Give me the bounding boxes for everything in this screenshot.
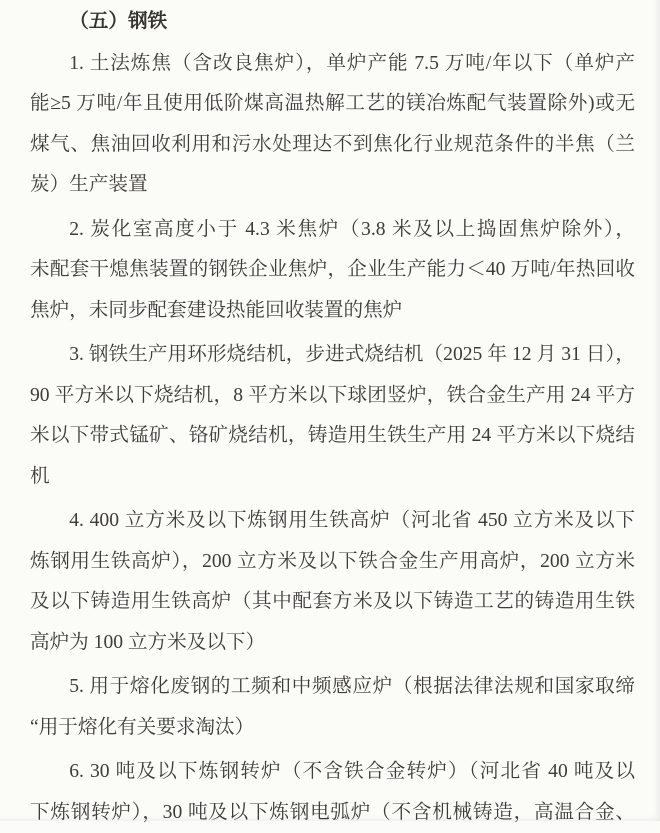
text-line: 及以下铸造用生铁高炉（其中配套方米及以下铸造工艺的铸造用生铁 [30, 582, 635, 623]
text-line: 炭）生产装置 [30, 165, 635, 206]
paragraph-5 [30, 667, 635, 748]
text-line: 下炼钢转炉），30 吨及以下炼钢电弧炉（不含机械铸造，高温合金、 [30, 793, 635, 833]
text-line: 米以下带式锰矿、铬矿烧结机，铸造用生铁生产用 24 平方米以下烧结 [30, 416, 635, 457]
text-line: 焦炉，未同步配套建设热能回收装置的焦炉 [30, 291, 635, 332]
paragraph-1 [30, 44, 635, 206]
paragraph-2 [30, 210, 635, 332]
text-line: 5. 用于熔化废钢的工频和中频感应炉（根据法律法规和国家取缔 [30, 667, 635, 708]
text-line: 4. 400 立方米及以下炼钢用生铁高炉（河北省 450 立方米及以下 [30, 501, 635, 542]
text-line: 炼钢用生铁高炉），200 立方米及以下铁合金生产用高炉，200 立方米 [30, 542, 635, 583]
text-line: 2. 炭化室高度小于 4.3 米焦炉（3.8 米及以上捣固焦炉除外）， [30, 210, 635, 251]
text-line: 1. 土法炼焦（含改良焦炉），单炉产能 7.5 万吨/年以下（单炉产 [30, 44, 635, 85]
paragraph-4 [30, 501, 635, 663]
text-line: 未配套干熄焦装置的钢铁企业焦炉，企业生产能力＜40 万吨/年热回收 [30, 250, 635, 291]
text-line: 3. 钢铁生产用环形烧结机，步进式烧结机（2025 年 12 月 31 日）， [30, 335, 635, 376]
text-line: 煤气、焦油回收利用和污水处理达不到焦化行业规范条件的半焦（兰 [30, 125, 635, 166]
text-line: 90 平方米以下烧结机，8 平方米以下球团竖炉，铁合金生产用 24 平方 [30, 376, 635, 417]
text-line: 能≥5 万吨/年且使用低阶煤高温热解工艺的镁冶炼配气装置除外)或无 [30, 84, 635, 125]
text-line: 机 [30, 457, 635, 498]
text-line: 高炉为 100 立方米及以下） [30, 623, 635, 664]
section-heading: （五）钢铁 [30, 2, 635, 43]
paragraph-3 [30, 335, 635, 497]
text-line: “用于熔化有关要求淘汰） [30, 708, 635, 749]
text-line: 6. 30 吨及以下炼钢转炉（不含铁合金转炉）（河北省 40 吨及以 [30, 752, 635, 793]
